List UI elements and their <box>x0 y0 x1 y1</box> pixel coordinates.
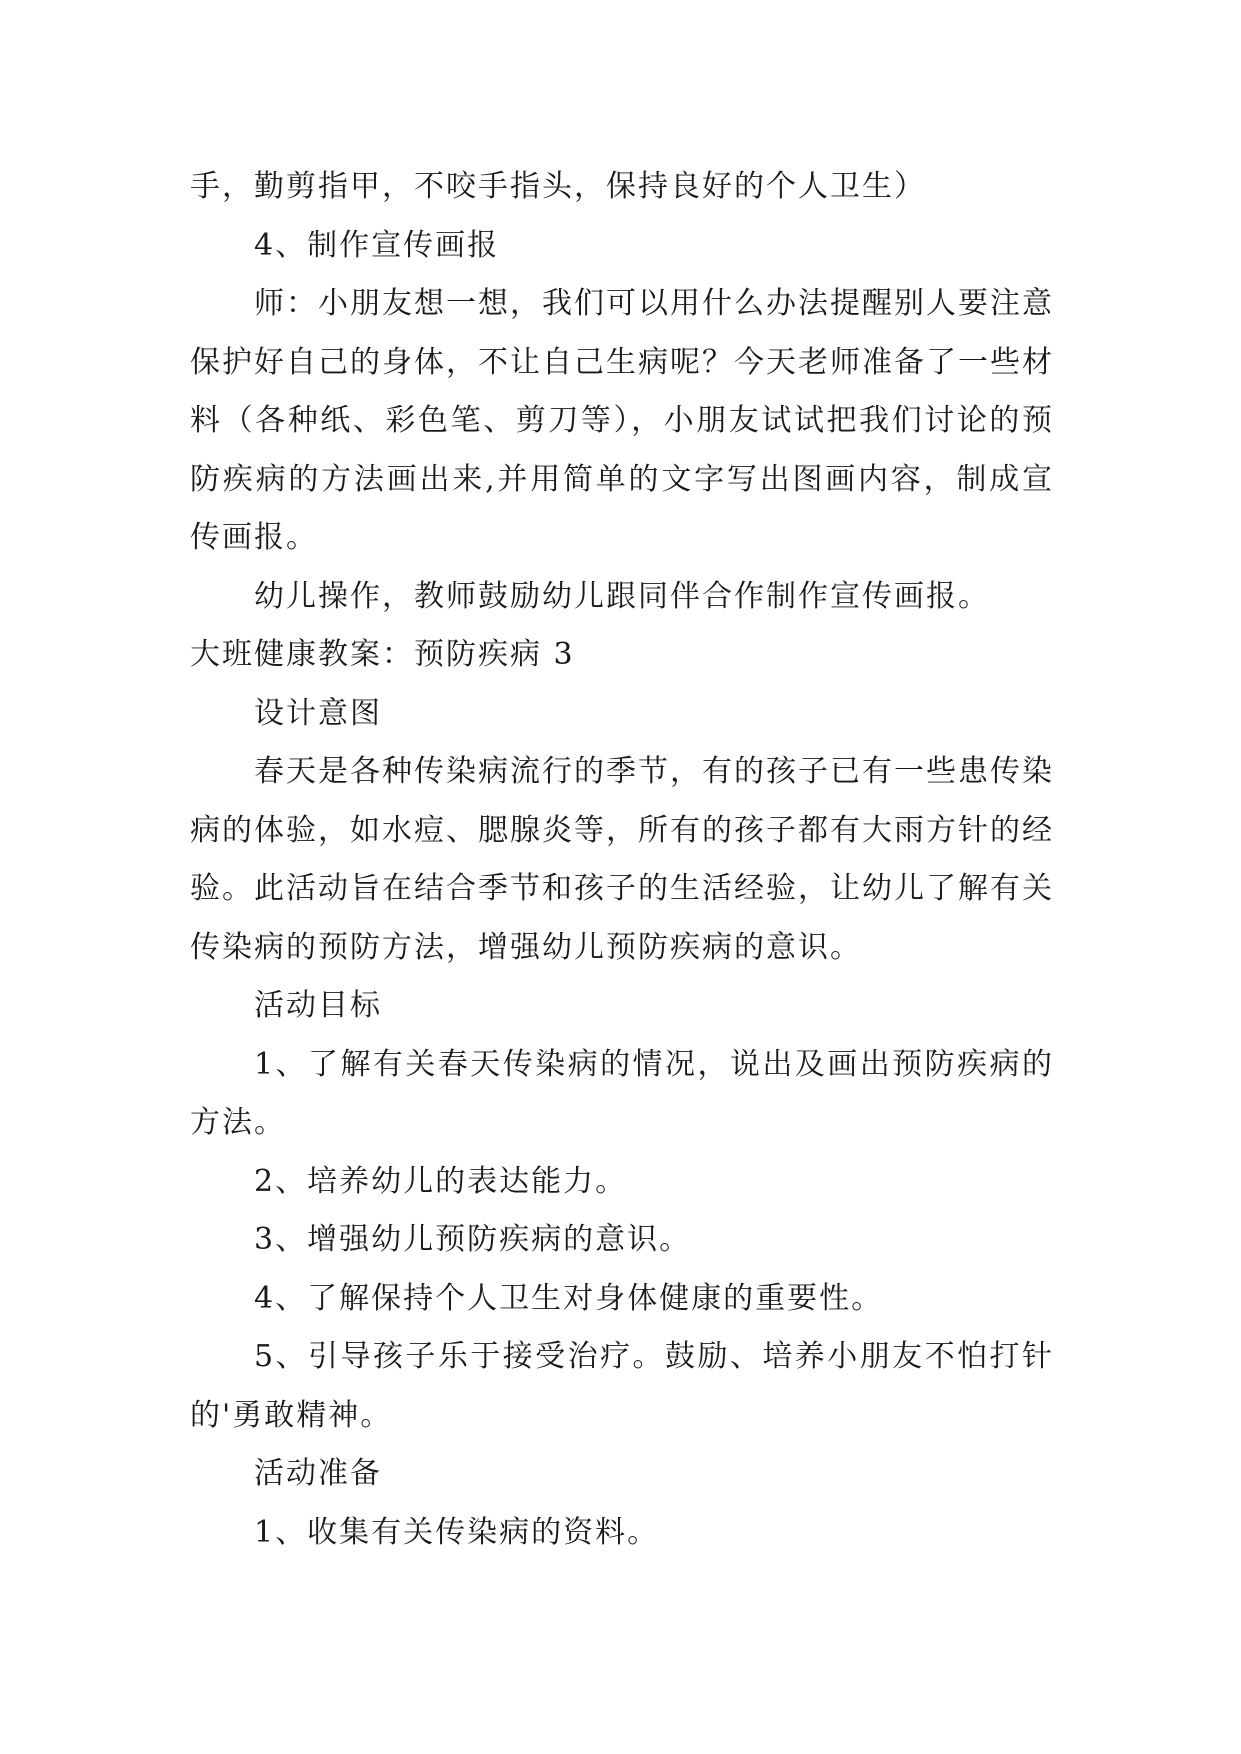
section-heading-preparation: 活动准备 <box>254 1456 382 1491</box>
preparation-item: 1、收集有关传染病的资料。 <box>254 1514 660 1550</box>
paragraph-design-intent: 春天是各种传染病流行的季节，有的孩子已有一些患传染病的体验，如水痘、腮腺炎等，所有的孩子都有大雨方针的经验。此活动旨在结合季节和孩子的生活经验，让幼儿了解有关传染病的预防方法，增强幼儿预防疾病的意识。 <box>190 754 1054 965</box>
goal-item: 3、增强幼儿预防疾病的意识。 <box>254 1222 692 1257</box>
step-heading-make-poster: 4、制作宣传画报 <box>254 227 500 263</box>
section-heading-goals: 活动目标 <box>254 988 382 1023</box>
document-body <box>190 158 1054 1562</box>
goal-item: 4、了解保持个人卫生对身体健康的重要性。 <box>254 1280 884 1316</box>
lesson-title: 大班健康教案：预防疾病 3 <box>190 637 575 672</box>
paragraph-teacher-prompt: 师：小朋友想一想，我们可以用什么办法提醒别人要注意保护好自己的身体，不让自己生病呢？今天老师准备了一些材料（各种纸、彩色笔、剪刀等），小朋友试试把我们讨论的预防疾病的方法画出来,并用简单的文字写出图画内容，制成宣传画报。 <box>190 286 1054 555</box>
goal-item: 5、引导孩子乐于接受治疗。鼓励、培养小朋友不怕打针的'勇敢精神。 <box>190 1339 1054 1433</box>
paragraph-children-activity: 幼儿操作，教师鼓励幼儿跟同伴合作制作宣传画报。 <box>254 578 990 614</box>
goal-item: 2、培养幼儿的表达能力。 <box>254 1163 628 1199</box>
section-heading-design-intent: 设计意图 <box>254 695 382 731</box>
goal-item: 1、了解有关春天传染病的情况，说出及画出预防疾病的方法。 <box>190 1046 1054 1140</box>
paragraph-continuation: 手，勤剪指甲，不咬手指头，保持良好的个人卫生） <box>190 169 926 204</box>
